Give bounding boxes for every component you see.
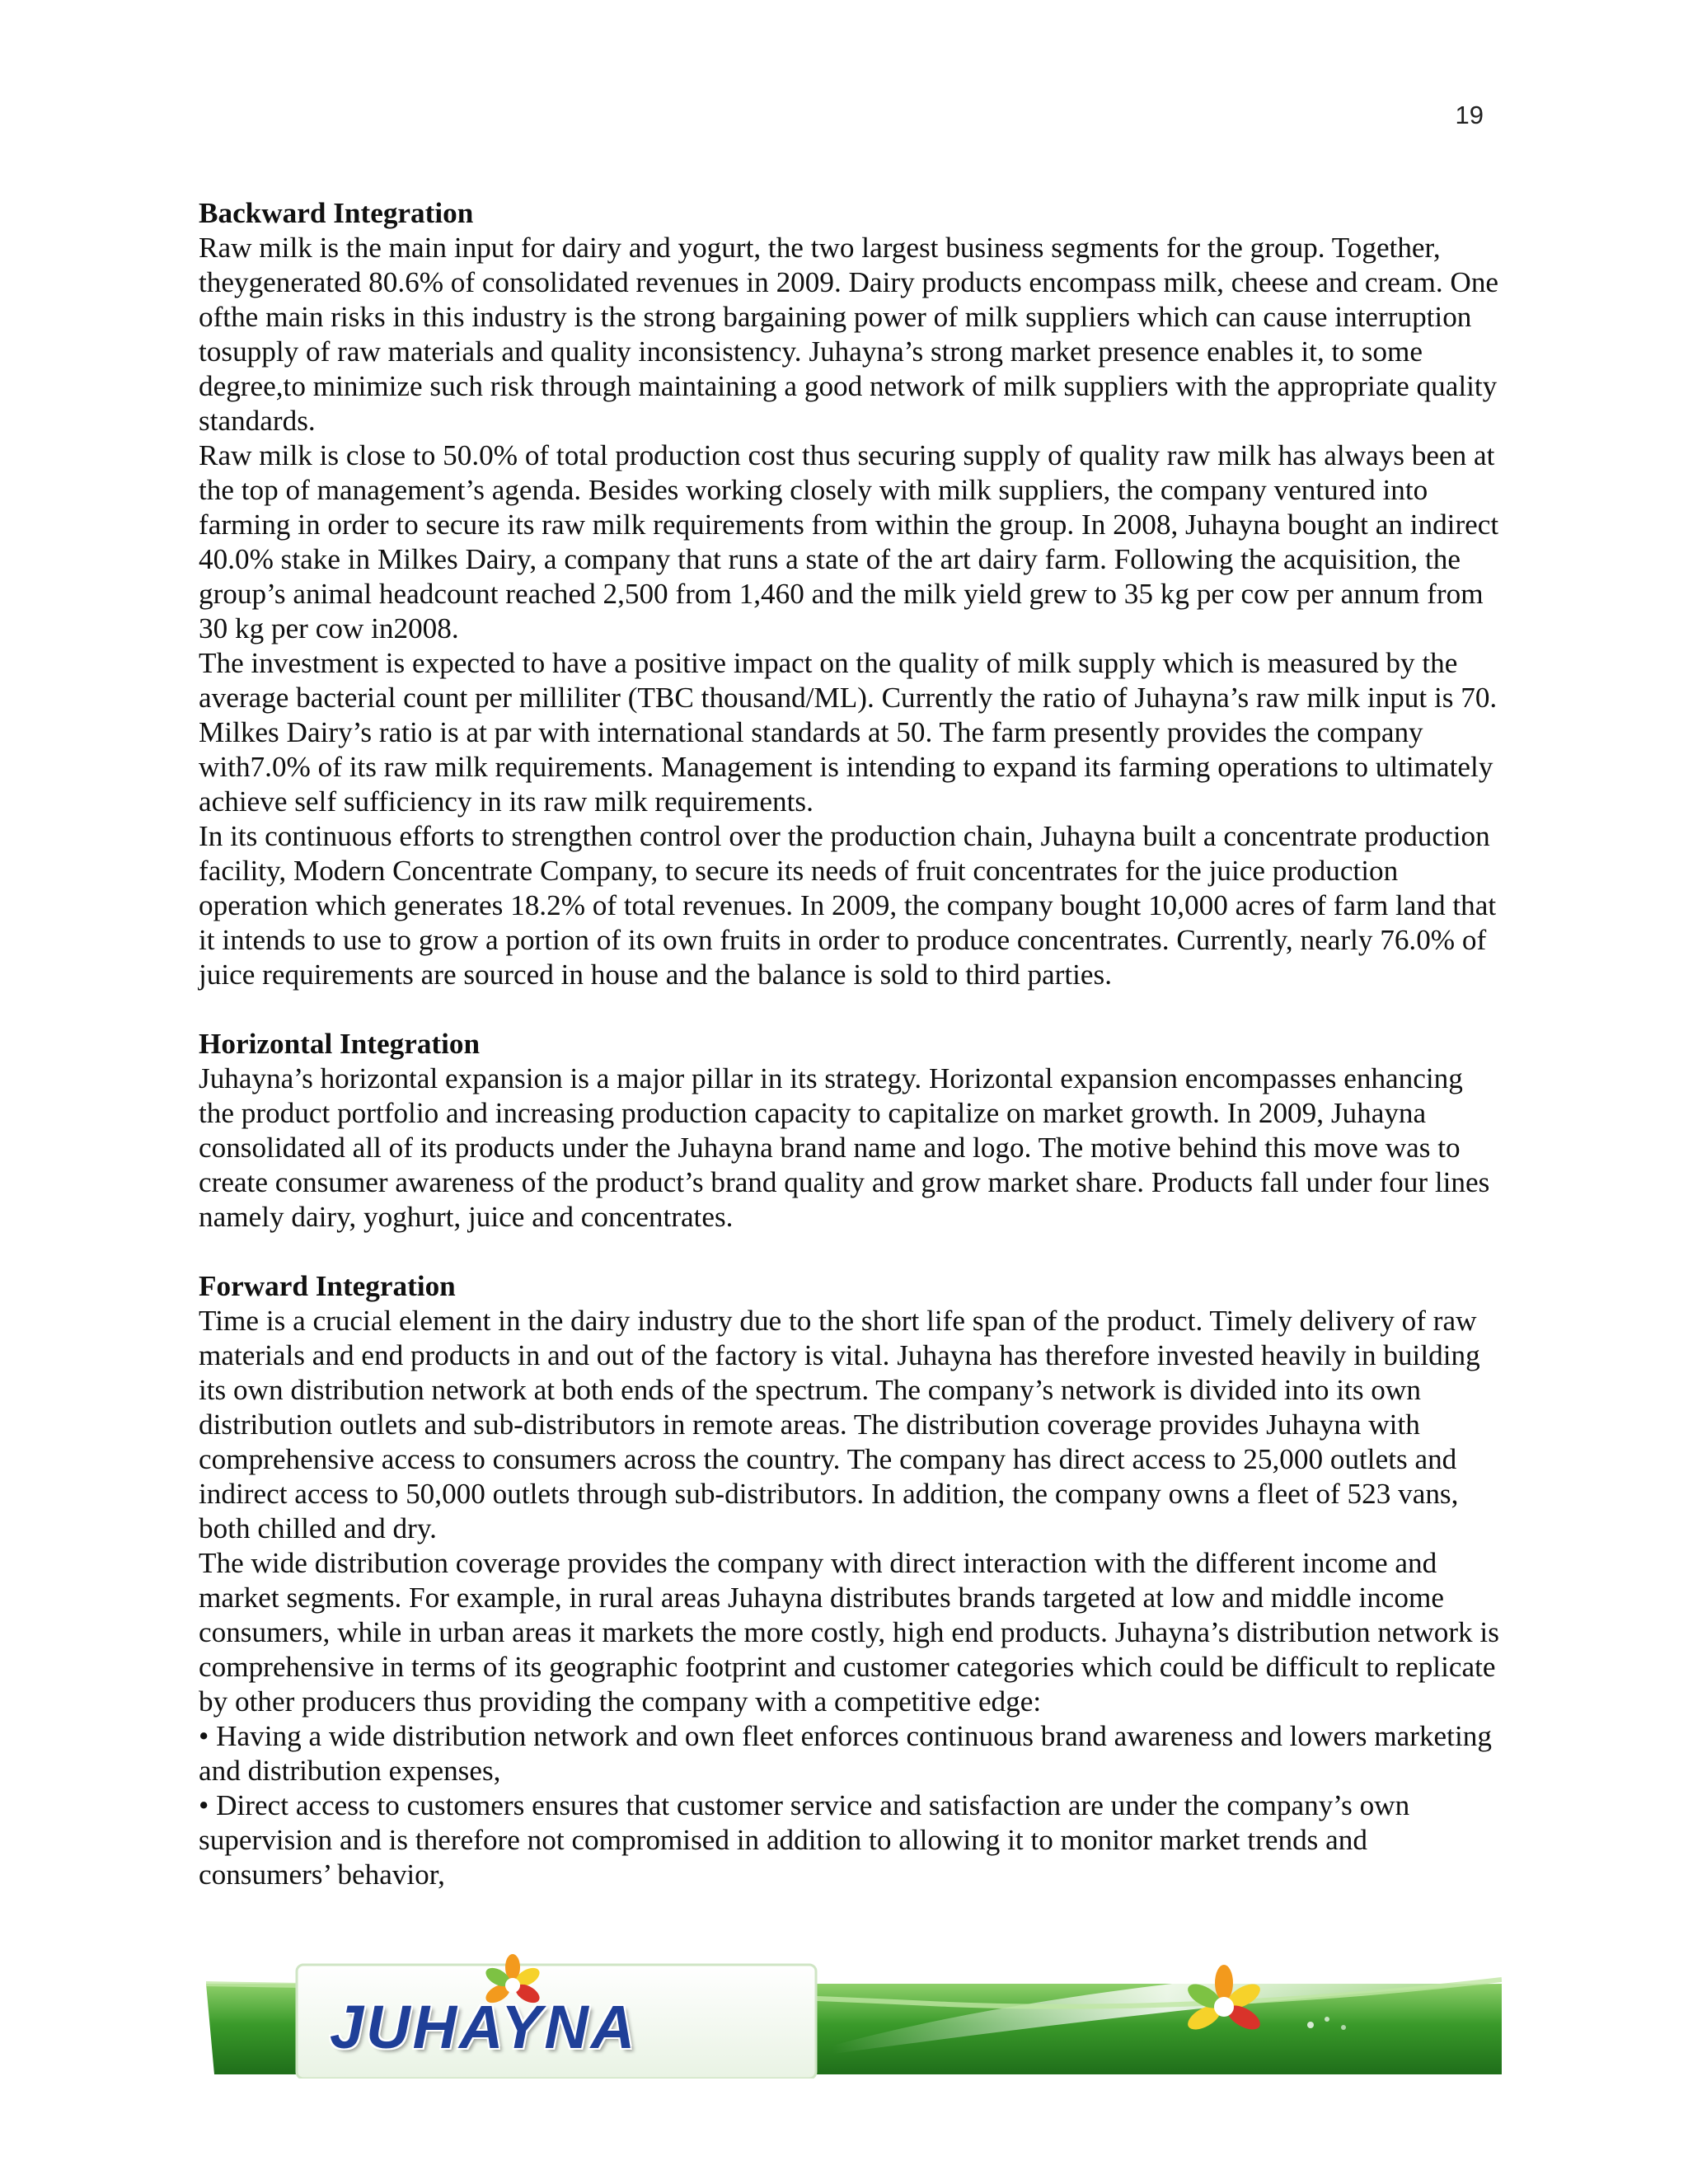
- paragraph: Raw milk is close to 50.0% of total production cost thus securing supply of quality raw milk has always been at the top of management’s agenda. Besides working closely with milk suppliers, the company ventured into farming in order to secure its raw milk requirements from within the group. In 2008, Juhayna bought an indirect 40.0% stake in Milkes Dairy, a company that runs a state of the art dairy farm. Following the acquisition, the group’s animal headcount reached 2,500 from 1,460 and the milk yield grew to 35 kg per cow per annum from 30 kg per cow in2008.: [199, 439, 1499, 644]
- paragraph: In its continuous efforts to strengthen control over the production chain, Juhayna built a concentrate production facility, Modern Concentrate Company, to secure its needs of fruit concentrates for the juice production operation which generates 18.2% of total revenues. In 2009, the company bought 10,000 acres of farm land that it intends to use to grow a portion of its own fruits in order to produce concentrates. Currently, nearly 76.0% of juice requirements are sourced in house and the balance is sold to third parties.: [199, 820, 1497, 991]
- paragraph: The wide distribution coverage provides the company with direct interaction with the different income and market segments. For example, in rural areas Juhayna distributes brands targeted at low and middle income consumers, while in urban areas it markets the more costly, high end products. Juhayna’s distribution network is comprehensive in terms of its geographic footprint and customer categories which could be difficult to replicate by other producers thus providing the company with a competitive edge:: [199, 1547, 1499, 1718]
- page-number: 19: [1455, 101, 1484, 129]
- paragraph: Milkes Dairy’s ratio is at par with international standards at 50. The farm presently provides the company with7.0% of its raw milk requirements. Management is intending to expand its farming operations to ultimately achieve self sufficiency in its raw milk requirements.: [199, 716, 1493, 818]
- juhayna-logo: JUHAYNA: [330, 1993, 638, 2061]
- footer-banner: [206, 1947, 1502, 2079]
- section-forward-integration: [199, 1269, 1501, 1892]
- bullet-item: • Having a wide distribution network and own fleet enforces continuous brand awareness and lowers marketing and distribution expenses,: [199, 1720, 1492, 1787]
- document-body: [199, 196, 1501, 1892]
- paragraph: Raw milk is the main input for dairy and yogurt, the two largest business segments for the group. Together, theygenerated 80.6% of consolidated revenues in 2009. Dairy products encompass milk, cheese and cream. One ofthe main risks in this industry is the strong bargaining power of milk suppliers which can cause interruption tosupply of raw materials and quality inconsistency. Juhayna’s strong market presence enables it, to some degree,to minimize such risk through maintaining a good network of milk suppliers with the appropriate quality standards.: [199, 232, 1499, 437]
- section-heading: Horizontal Integration: [199, 1028, 481, 1060]
- section-horizontal-integration: [199, 1027, 1501, 1235]
- section-heading: Backward Integration: [199, 197, 474, 229]
- paragraph: Juhayna’s horizontal expansion is a major pillar in its strategy. Horizontal expansion encompasses enhancing the product portfolio and increasing production capacity to capitalize on market growth. In 2009, Juhayna consolidated all of its products under the Juhayna brand name and logo. The motive behind this move was to create consumer awareness of the product’s brand quality and grow market share. Products fall under four lines namely dairy, yoghurt, juice and concentrates.: [199, 1062, 1490, 1233]
- bullet-item: • Direct access to customers ensures that customer service and satisfaction are under the company’s own supervision and is therefore not compromised in addition to allowing it to monitor market trends and consumers’ behavior,: [199, 1789, 1410, 1891]
- section-backward-integration: [199, 196, 1501, 992]
- paragraph: Time is a crucial element in the dairy industry due to the short life span of the product. Timely delivery of raw materials and end products in and out of the factory is vital. Juhayna has therefore invested heavily in building its own distribution network at both ends of the spectrum. The company’s network is divided into its own distribution outlets and sub-distributors in remote areas. The distribution coverage provides Juhayna with comprehensive access to consumers across the country. The company has direct access to 25,000 outlets and indirect access to 50,000 outlets through sub-distributors. In addition, the company owns a fleet of 523 vans, both chilled and dry.: [199, 1305, 1480, 1544]
- paragraph: The investment is expected to have a positive impact on the quality of milk supply which is measured by the average bacterial count per milliliter (TBC thousand/ML). Currently the ratio of Juhayna’s raw milk input is 70.: [199, 647, 1498, 714]
- section-heading: Forward Integration: [199, 1270, 456, 1302]
